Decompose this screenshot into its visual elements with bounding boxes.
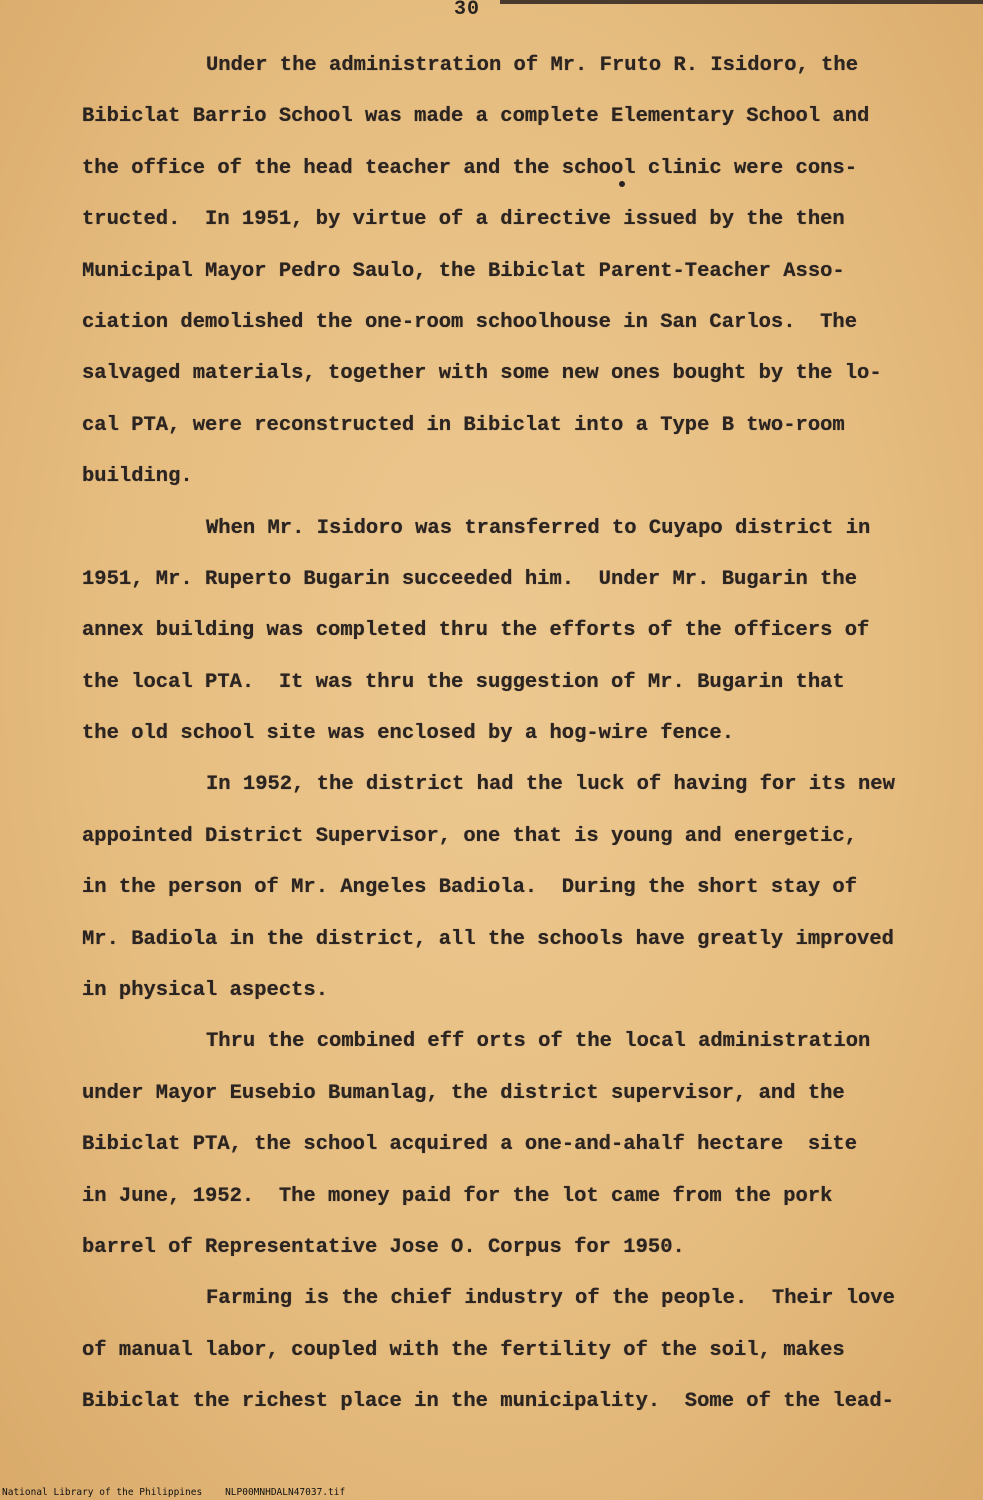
text-line: tructed. In 1951, by virtue of a directive issued by the then (82, 208, 845, 232)
paragraph-1 (82, 40, 932, 503)
text-line: in the person of Mr. Angeles Badiola. During the short stay of (82, 876, 858, 900)
text-line: Bibiclat PTA, the school acquired a one-and-ahalf hectare site (82, 1133, 858, 1157)
text-line: Municipal Mayor Pedro Saulo, the Bibiclat Parent-Teacher Asso- (82, 259, 845, 283)
top-border-line (500, 0, 983, 4)
text-line: the old school site was enclosed by a hog-wire fence. (82, 722, 735, 746)
text-line: barrel of Representative Jose O. Corpus for 1950. (82, 1235, 685, 1259)
text-line: When Mr. Isidoro was transferred to Cuyapo district in (206, 516, 871, 540)
text-line: annex building was completed thru the efforts of the officers of (82, 619, 870, 643)
text-line: the office of the head teacher and the school clinic were cons- (82, 156, 858, 180)
document-body (82, 40, 932, 1428)
scan-footer (2, 1487, 345, 1498)
text-line: ciation demolished the one-room schoolhouse in San Carlos. The (82, 310, 858, 334)
text-line: under Mayor Eusebio Bumanlag, the district supervisor, and the (82, 1081, 845, 1105)
paragraph-5 (82, 1273, 932, 1427)
text-line: the local PTA. It was thru the suggestion of Mr. Bugarin that (82, 670, 845, 694)
text-line: Under the administration of Mr. Fruto R. Isidoro, the (206, 54, 859, 77)
text-line: appointed District Supervisor, one that is young and energetic, (82, 824, 858, 848)
footer-institution: National Library of the Philippines (2, 1487, 203, 1498)
text-line: Bibiclat Barrio School was made a complete Elementary School and (82, 105, 870, 129)
ink-speck (619, 181, 625, 187)
text-line: building. (82, 465, 193, 489)
text-line: in physical aspects. (82, 979, 329, 1003)
text-line: salvaged materials, together with some new ones bought by the lo- (82, 362, 882, 386)
footer-filename: NLP00MNHDALN47037.tif (225, 1487, 346, 1498)
page-number: 30 (454, 0, 481, 21)
text-line: 1951, Mr. Ruperto Bugarin succeeded him. Under Mr. Bugarin the (82, 567, 858, 591)
text-line: Thru the combined eff orts of the local administration (206, 1030, 871, 1054)
text-line: Mr. Badiola in the district, all the schools have greatly improved (82, 927, 894, 951)
text-line: In 1952, the district had the luck of having for its new (206, 773, 895, 797)
paragraph-3 (82, 759, 932, 1016)
text-line: cal PTA, were reconstructed in Bibiclat into a Type B two-room (82, 413, 845, 437)
paragraph-4 (82, 1016, 932, 1273)
paragraph-2 (82, 503, 932, 760)
text-line: Farming is the chief industry of the people. Their love (206, 1287, 895, 1311)
text-line: in June, 1952. The money paid for the lot came from the pork (82, 1184, 833, 1208)
text-line: of manual labor, coupled with the fertility of the soil, makes (82, 1338, 845, 1362)
text-line: Bibiclat the richest place in the municipality. Some of the lead- (82, 1390, 894, 1414)
